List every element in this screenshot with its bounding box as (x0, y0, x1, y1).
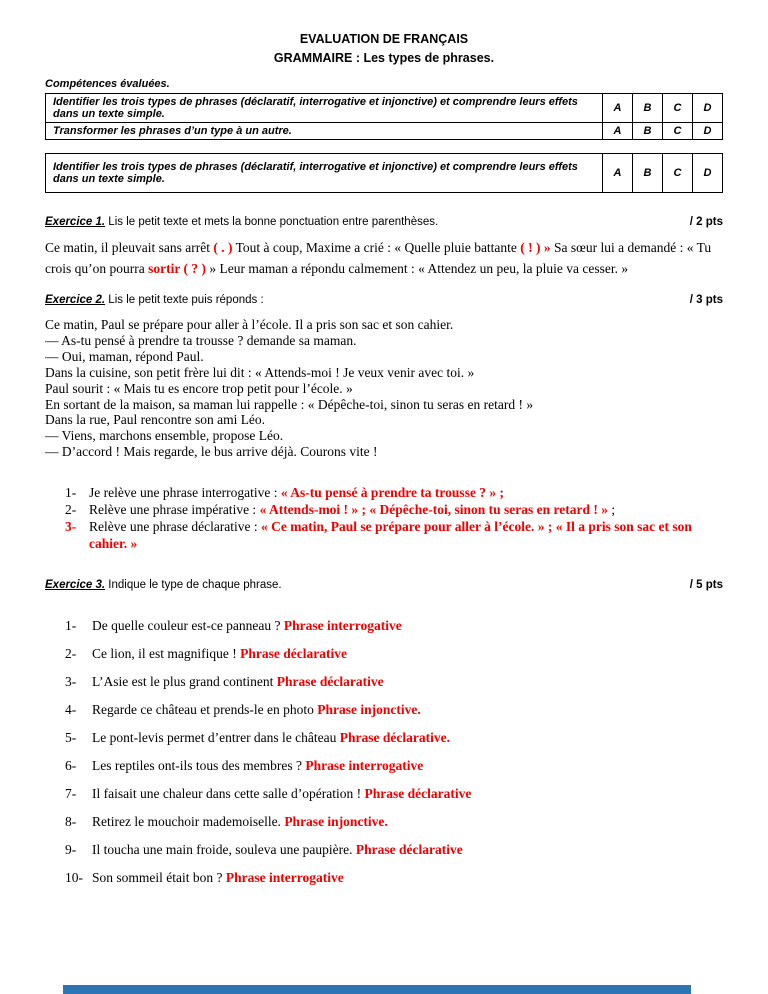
exercise3-item-3 (65, 673, 723, 690)
grade-cell-c: C (663, 94, 693, 123)
story-line: — As-tu pensé à prendre ta trousse ? demande sa maman. (45, 332, 357, 348)
item-answer: Phrase interrogative (305, 758, 424, 774)
exercise2-answers (65, 484, 723, 552)
grade-cell-b: B (633, 154, 663, 193)
rubric-row (46, 94, 723, 123)
exercise3-item-9 (65, 841, 723, 858)
answer-text: Relève une phrase impérative : « Attends-moi ! » ; « Dépêche-toi, sinon tu seras en retard ! » ; (89, 502, 616, 518)
exercise3-points: / 5 pts (689, 579, 723, 592)
exercise3-instruction: Exercice 3. Indique le type de chaque phrase. (45, 579, 282, 592)
rubric-criterion: Identifier les trois types de phrases (déclaratif, interrogative et injonctive) et comprendre leurs effets dans un texte simple. (46, 94, 603, 123)
story-line: — D’accord ! Mais regarde, le bus arrive déjà. Courons vite ! (45, 444, 378, 460)
rubric-criterion: Transformer les phrases d’un type à un autre. (46, 123, 603, 140)
item-number: 8- (65, 814, 77, 830)
exercise2-story (45, 317, 723, 460)
answer-quote: « Attends-moi ! » ; « Dépêche-toi, sinon tu seras en retard ! » (259, 502, 609, 518)
exercise3-item-2 (65, 645, 723, 662)
grade-cell-c: C (663, 123, 693, 140)
story-line: Ce matin, Paul se prépare pour aller à l’école. Il a pris son sac et son cahier. (45, 317, 454, 332)
rubric-row (46, 123, 723, 140)
story-line: — Oui, maman, répond Paul. (45, 348, 204, 364)
answer-quote: « As-tu pensé à prendre ta trousse ? » ; (280, 485, 505, 501)
grade-cell-a: A (603, 94, 633, 123)
rubric-table-1 (45, 93, 723, 140)
exercise3-item-4 (65, 701, 723, 718)
story-line: Paul sourit : « Mais tu es encore trop petit pour l’école. » (45, 380, 353, 396)
item-text: Ce lion, il est magnifique ! Phrase déclarative (92, 646, 347, 662)
grade-cell-a: A (603, 154, 633, 193)
exercise3-item-8 (65, 813, 723, 830)
answer-text: Je relève une phrase interrogative : « As-tu pensé à prendre ta trousse ? » ; (89, 485, 505, 501)
item-text: Regarde ce château et prends-le en photo Phrase injonctive. (92, 702, 421, 718)
rubric-table-2 (45, 153, 723, 193)
exercise1-points: / 2 pts (689, 216, 723, 228)
story-line: En sortant de la maison, sa maman lui rappelle : « Dépêche-toi, sinon tu seras en retard ! » (45, 396, 534, 412)
exercise2-answer-2 (65, 501, 723, 518)
competences-label: Compétences évaluées. (45, 78, 170, 90)
answer-number: 1- (65, 485, 77, 501)
story-line: Dans la rue, Paul rencontre son ami Léo. (45, 412, 266, 428)
item-answer: Phrase interrogative (225, 870, 344, 886)
exercise1-text: Ce matin, il pleuvait sans arrêt ( . ) Tout à coup, Maxime a crié : « Quelle pluie battante ( ! ) » Sa sœur lui a demandé : « Tu crois qu’on pourra sortir ( ? ) » Leur maman a répondu calmement : « Attendez un peu, la pluie va cesser. » (45, 240, 712, 276)
story-line: Dans la cuisine, son petit frère lui dit : « Attends-moi ! Je veux venir avec toi. » (45, 364, 475, 380)
item-number: 5- (65, 730, 77, 746)
exercise3-item-6 (65, 757, 723, 774)
exercise2-instruction: Exercice 2. Lis le petit texte puis réponds : (45, 294, 264, 306)
exercise3-item-5 (65, 729, 723, 746)
exercise3-label: Exercice 3. (45, 579, 106, 592)
rubric-row (46, 154, 723, 193)
exercise3-item-10 (65, 869, 723, 886)
item-number: 7- (65, 786, 77, 802)
item-text: Son sommeil était bon ? Phrase interrogative (92, 870, 344, 886)
answer-number: 3- (65, 519, 77, 535)
item-answer: Phrase déclarative (276, 674, 384, 690)
grade-cell-d: D (693, 123, 723, 140)
item-text: De quelle couleur est-ce panneau ? Phrase interrogative (92, 618, 402, 634)
exercise3-item-7 (65, 785, 723, 802)
item-number: 10- (65, 870, 83, 886)
grade-cell-c: C (663, 154, 693, 193)
item-number: 6- (65, 758, 77, 774)
grade-cell-d: D (693, 94, 723, 123)
item-number: 1- (65, 618, 77, 634)
answer-punctuation: ( . ) (213, 240, 233, 255)
grade-cell-d: D (693, 154, 723, 193)
page-subtitle: GRAMMAIRE : Les types de phrases. (273, 51, 495, 65)
item-text: Le pont-levis permet d’entrer dans le château Phrase déclarative. (92, 730, 450, 746)
exercise3-items (45, 617, 723, 886)
exercise2-points: / 3 pts (689, 294, 723, 306)
item-number: 9- (65, 842, 77, 858)
exercise2-answer-1 (65, 484, 723, 501)
page-title: EVALUATION DE FRANÇAIS (299, 32, 469, 46)
exercise1-header (45, 216, 723, 228)
answer-punctuation: sortir ( ? ) (148, 261, 206, 276)
story-line: — Viens, marchons ensemble, propose Léo. (45, 428, 284, 444)
item-text: Retirez le mouchoir mademoiselle. Phrase injonctive. (92, 814, 388, 830)
item-number: 4- (65, 702, 77, 718)
item-answer: Phrase déclarative (240, 646, 347, 662)
exercise1-instruction: Exercice 1. Lis le petit texte et mets la bonne ponctuation entre parenthèses. (45, 216, 439, 228)
item-text: Les reptiles ont-ils tous des membres ? Phrase interrogative (92, 758, 424, 774)
grade-cell-a: A (603, 123, 633, 140)
item-answer: Phrase déclarative (355, 842, 463, 858)
exercise1-label: Exercice 1. (45, 216, 106, 228)
exercise2-answer-3 (65, 518, 723, 552)
item-number: 3- (65, 674, 77, 690)
item-answer: Phrase déclarative (364, 786, 472, 802)
item-text: L’Asie est le plus grand continent Phrase déclarative (92, 674, 384, 690)
item-answer: Phrase injonctive. (284, 814, 388, 830)
grade-cell-b: B (633, 123, 663, 140)
item-answer: Phrase interrogative (283, 618, 402, 634)
answer-punctuation: ( ! ) » (520, 240, 551, 255)
exercise3-header (45, 579, 723, 591)
exercise2-header (45, 294, 723, 306)
item-answer: Phrase injonctive. (317, 702, 421, 718)
item-answer: Phrase déclarative. (339, 730, 450, 746)
grade-cell-b: B (633, 94, 663, 123)
footer-bar (63, 985, 691, 994)
exercise2-label: Exercice 2. (45, 294, 106, 306)
answer-number: 2- (65, 502, 77, 518)
rubric-criterion: Identifier les trois types de phrases (déclaratif, interrogative et injonctive) et comprendre leurs effets dans un texte simple. (46, 154, 603, 193)
answer-text: Relève une phrase déclarative : « Ce matin, Paul se prépare pour aller à l’école. » ; « Il a pris son sac et son cahier. » (89, 519, 692, 552)
item-text: Il faisait une chaleur dans cette salle d’opération ! Phrase déclarative (92, 786, 472, 802)
answer-quote: « Ce matin, Paul se prépare pour aller à l’école. » ; « Il a pris son sac et son cahier. » (89, 519, 692, 552)
exercise3-item-1 (65, 617, 723, 634)
item-number: 2- (65, 646, 77, 662)
item-text: Il toucha une main froide, souleva une paupière. Phrase déclarative (92, 842, 463, 858)
